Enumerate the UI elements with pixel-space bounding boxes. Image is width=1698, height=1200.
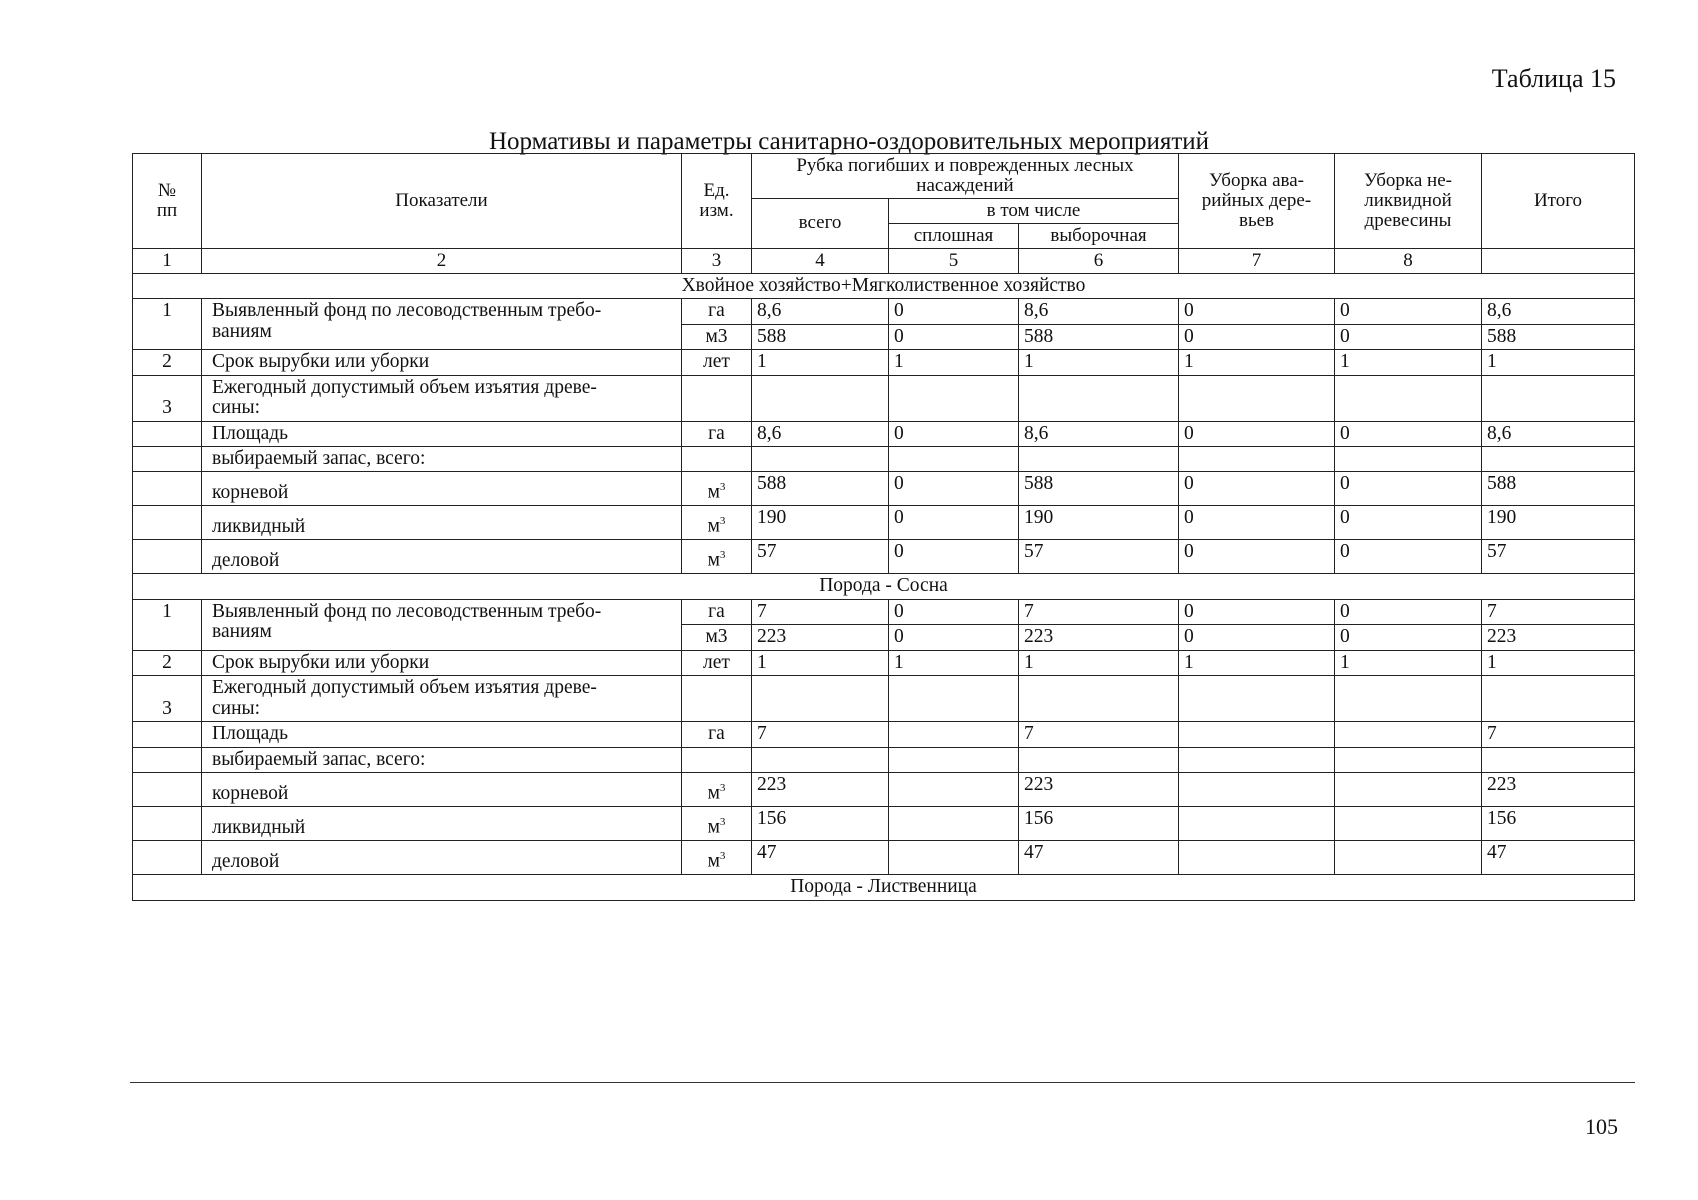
- value-cell: 57: [1482, 540, 1635, 574]
- value-cell: 7: [1482, 599, 1635, 624]
- value-cell: 7: [752, 722, 889, 747]
- table-row: [133, 472, 1635, 506]
- value-cell: 57: [752, 540, 889, 574]
- unit-cell: лет: [682, 350, 752, 375]
- value-cell: [889, 807, 1019, 841]
- value-cell: 0: [889, 506, 1019, 540]
- header-no: № пп: [133, 154, 202, 249]
- unit-cell: [682, 773, 752, 807]
- unit-text: м: [707, 481, 720, 503]
- value-cell: 1: [1482, 350, 1635, 375]
- table-row: [133, 599, 1635, 624]
- value-cell: [1179, 722, 1335, 747]
- row-number: 1: [133, 299, 202, 350]
- value-cell: 7: [752, 599, 889, 624]
- unit-text: м: [707, 549, 720, 571]
- col-num: 4: [752, 248, 889, 273]
- value-cell: 8,6: [752, 299, 889, 324]
- empty-cell: [133, 540, 202, 574]
- table-row: [133, 350, 1635, 375]
- row-label: корневой: [202, 773, 682, 807]
- unit-cell: лет: [682, 650, 752, 675]
- section-row: [133, 875, 1635, 900]
- unit-cell: [682, 807, 752, 841]
- empty-cell: [752, 446, 889, 471]
- norms-table: [132, 153, 1635, 901]
- empty-cell: [133, 747, 202, 772]
- value-cell: 8,6: [1482, 299, 1635, 324]
- empty-cell: [752, 375, 889, 421]
- value-cell: 7: [1019, 599, 1179, 624]
- empty-cell: [682, 747, 752, 772]
- table-row: [133, 747, 1635, 772]
- value-cell: 47: [1482, 841, 1635, 875]
- value-cell: 0: [1179, 324, 1335, 349]
- value-cell: [1179, 841, 1335, 875]
- empty-cell: [133, 841, 202, 875]
- empty-cell: [133, 472, 202, 506]
- value-cell: 190: [1019, 506, 1179, 540]
- header-clear: сплошная: [889, 223, 1019, 248]
- value-cell: 1: [752, 650, 889, 675]
- value-cell: 588: [1482, 472, 1635, 506]
- row-number: 2: [133, 350, 202, 375]
- empty-cell: [133, 421, 202, 446]
- col-num: 8: [1335, 248, 1482, 273]
- table-row: [133, 375, 1635, 421]
- row-number: 3: [133, 676, 202, 722]
- empty-cell: [1179, 375, 1335, 421]
- value-cell: 47: [1019, 841, 1179, 875]
- value-cell: 156: [1019, 807, 1179, 841]
- value-cell: [1335, 773, 1482, 807]
- header-selective: выборочная: [1019, 223, 1179, 248]
- unit-superscript: 3: [719, 481, 726, 494]
- unit-superscript: 3: [719, 782, 726, 795]
- empty-cell: [133, 446, 202, 471]
- value-cell: [889, 841, 1019, 875]
- header-total: всего: [752, 198, 889, 248]
- value-cell: 0: [1179, 421, 1335, 446]
- empty-cell: [1179, 676, 1335, 722]
- value-cell: 0: [1335, 472, 1482, 506]
- header-illiquid: Уборка не- ликвидной древесины: [1335, 154, 1482, 249]
- value-cell: 223: [1482, 773, 1635, 807]
- value-cell: 588: [1019, 472, 1179, 506]
- value-cell: 0: [889, 299, 1019, 324]
- value-cell: 0: [889, 324, 1019, 349]
- row-label: Ежегодный допустимый объем изъятия древе- сины:: [202, 676, 682, 722]
- table-row: [133, 650, 1635, 675]
- value-cell: 0: [1335, 540, 1482, 574]
- row-number: 3: [133, 375, 202, 421]
- table-row: [133, 676, 1635, 722]
- value-cell: 0: [889, 599, 1019, 624]
- table-row: [133, 506, 1635, 540]
- value-cell: 0: [1179, 599, 1335, 624]
- empty-cell: [752, 747, 889, 772]
- header-emergency: Уборка ава- рийных дере- вьев: [1179, 154, 1335, 249]
- empty-cell: [1335, 676, 1482, 722]
- value-cell: 47: [752, 841, 889, 875]
- value-cell: 1: [1179, 350, 1335, 375]
- col-num: 3: [682, 248, 752, 273]
- unit-superscript: 3: [719, 549, 726, 562]
- header-including: в том числе: [889, 198, 1179, 223]
- table-row: [133, 841, 1635, 875]
- value-cell: 0: [1335, 599, 1482, 624]
- empty-cell: [889, 676, 1019, 722]
- section-title: Порода - Сосна: [133, 574, 1635, 599]
- empty-cell: [752, 676, 889, 722]
- unit-cell: га: [682, 722, 752, 747]
- unit-cell: [682, 472, 752, 506]
- empty-cell: [1019, 375, 1179, 421]
- empty-cell: [133, 807, 202, 841]
- table-row: [133, 299, 1635, 324]
- unit-cell: га: [682, 299, 752, 324]
- unit-cell: [682, 506, 752, 540]
- value-cell: 8,6: [1019, 421, 1179, 446]
- empty-cell: [682, 375, 752, 421]
- empty-cell: [1335, 375, 1482, 421]
- col-num: 1: [133, 248, 202, 273]
- value-cell: 223: [752, 625, 889, 650]
- section-title: Хвойное хозяйство+Мягколиственное хозяйство: [133, 273, 1635, 298]
- row-label: выбираемый запас, всего:: [202, 747, 682, 772]
- value-cell: 1: [752, 350, 889, 375]
- value-cell: 57: [1019, 540, 1179, 574]
- row-label: Площадь: [202, 722, 682, 747]
- empty-cell: [889, 446, 1019, 471]
- value-cell: 1: [889, 350, 1019, 375]
- section-row: [133, 574, 1635, 599]
- unit-superscript: 3: [719, 850, 726, 863]
- col-num: 5: [889, 248, 1019, 273]
- header-row-1: [133, 154, 1635, 199]
- col-num: 2: [202, 248, 682, 273]
- empty-cell: [1482, 676, 1635, 722]
- unit-cell: м3: [682, 625, 752, 650]
- value-cell: 0: [1335, 299, 1482, 324]
- value-cell: 588: [1019, 324, 1179, 349]
- value-cell: 0: [1179, 506, 1335, 540]
- value-cell: 0: [1335, 324, 1482, 349]
- value-cell: 223: [1019, 773, 1179, 807]
- row-number: 2: [133, 650, 202, 675]
- row-label: корневой: [202, 472, 682, 506]
- value-cell: [1335, 807, 1482, 841]
- column-number-row: [133, 248, 1635, 273]
- value-cell: 1: [1019, 650, 1179, 675]
- value-cell: 190: [752, 506, 889, 540]
- table-row: [133, 807, 1635, 841]
- value-cell: 223: [1482, 625, 1635, 650]
- value-cell: 0: [1335, 625, 1482, 650]
- value-cell: 156: [1482, 807, 1635, 841]
- row-label: выбираемый запас, всего:: [202, 446, 682, 471]
- value-cell: [1179, 807, 1335, 841]
- empty-cell: [1335, 747, 1482, 772]
- unit-text: м: [707, 782, 720, 804]
- empty-cell: [1019, 446, 1179, 471]
- value-cell: [889, 773, 1019, 807]
- value-cell: 0: [889, 472, 1019, 506]
- table-number-label: Таблица 15: [1491, 64, 1616, 93]
- row-label: Ежегодный допустимый объем изъятия древе- сины:: [202, 375, 682, 421]
- row-label: Выявленный фонд по лесоводственным требо- ваниям: [202, 599, 682, 650]
- unit-superscript: 3: [719, 515, 726, 528]
- header-indicator: Показатели: [202, 154, 682, 249]
- unit-cell: [682, 540, 752, 574]
- value-cell: 0: [1179, 625, 1335, 650]
- value-cell: 0: [889, 421, 1019, 446]
- col-num: 6: [1019, 248, 1179, 273]
- empty-cell: [1482, 747, 1635, 772]
- value-cell: 0: [1179, 472, 1335, 506]
- table-row: [133, 773, 1635, 807]
- value-cell: 588: [752, 472, 889, 506]
- empty-cell: [133, 722, 202, 747]
- section-title: Порода - Лиственница: [133, 875, 1635, 900]
- page-number: 105: [1585, 1114, 1618, 1139]
- value-cell: [889, 722, 1019, 747]
- header-sum: Итого: [1482, 154, 1635, 249]
- empty-cell: [889, 747, 1019, 772]
- value-cell: 1: [1482, 650, 1635, 675]
- value-cell: 156: [752, 807, 889, 841]
- table-row: [133, 540, 1635, 574]
- value-cell: 588: [1482, 324, 1635, 349]
- empty-cell: [1482, 446, 1635, 471]
- row-number: 1: [133, 599, 202, 650]
- empty-cell: [889, 375, 1019, 421]
- unit-cell: м3: [682, 324, 752, 349]
- value-cell: [1179, 773, 1335, 807]
- value-cell: 588: [752, 324, 889, 349]
- value-cell: 1: [889, 650, 1019, 675]
- value-cell: 8,6: [1019, 299, 1179, 324]
- value-cell: 1: [1335, 350, 1482, 375]
- value-cell: 0: [889, 540, 1019, 574]
- unit-cell: га: [682, 599, 752, 624]
- unit-text: м: [707, 850, 720, 872]
- value-cell: 0: [889, 625, 1019, 650]
- empty-cell: [133, 773, 202, 807]
- value-cell: 0: [1179, 540, 1335, 574]
- table-row: [133, 446, 1635, 471]
- value-cell: 7: [1019, 722, 1179, 747]
- empty-cell: [1335, 446, 1482, 471]
- value-cell: 1: [1179, 650, 1335, 675]
- empty-cell: [1019, 676, 1179, 722]
- row-label: ликвидный: [202, 506, 682, 540]
- row-label: деловой: [202, 841, 682, 875]
- value-cell: 223: [752, 773, 889, 807]
- table-row: [133, 421, 1635, 446]
- value-cell: 190: [1482, 506, 1635, 540]
- empty-cell: [133, 506, 202, 540]
- value-cell: 8,6: [752, 421, 889, 446]
- empty-cell: [682, 446, 752, 471]
- header-felling: Рубка погибших и поврежденных лесных насаждений: [752, 154, 1179, 199]
- empty-cell: [1179, 747, 1335, 772]
- value-cell: [1335, 841, 1482, 875]
- value-cell: 8,6: [1482, 421, 1635, 446]
- empty-cell: [1482, 375, 1635, 421]
- value-cell: 7: [1482, 722, 1635, 747]
- header-unit: Ед. изм.: [682, 154, 752, 249]
- value-cell: [1335, 722, 1482, 747]
- row-label: Площадь: [202, 421, 682, 446]
- value-cell: 0: [1335, 421, 1482, 446]
- page-bottom-rule: [130, 1082, 1635, 1083]
- section-row: [133, 273, 1635, 298]
- empty-cell: [1179, 446, 1335, 471]
- empty-cell: [1019, 747, 1179, 772]
- col-num: 7: [1179, 248, 1335, 273]
- col-num: [1482, 248, 1635, 273]
- value-cell: 0: [1179, 299, 1335, 324]
- row-label: ликвидный: [202, 807, 682, 841]
- value-cell: 223: [1019, 625, 1179, 650]
- row-label: деловой: [202, 540, 682, 574]
- document-title: Нормативы и параметры санитарно-оздоровительных мероприятий: [488, 128, 1210, 155]
- value-cell: 0: [1335, 506, 1482, 540]
- value-cell: 1: [1019, 350, 1179, 375]
- unit-cell: га: [682, 421, 752, 446]
- unit-text: м: [707, 816, 720, 838]
- row-label: Выявленный фонд по лесоводственным требо- ваниям: [202, 299, 682, 350]
- unit-text: м: [707, 515, 720, 537]
- empty-cell: [682, 676, 752, 722]
- table-row: [133, 722, 1635, 747]
- unit-cell: [682, 841, 752, 875]
- row-label: Срок вырубки или уборки: [202, 350, 682, 375]
- row-label: Срок вырубки или уборки: [202, 650, 682, 675]
- value-cell: 1: [1335, 650, 1482, 675]
- unit-superscript: 3: [719, 816, 726, 829]
